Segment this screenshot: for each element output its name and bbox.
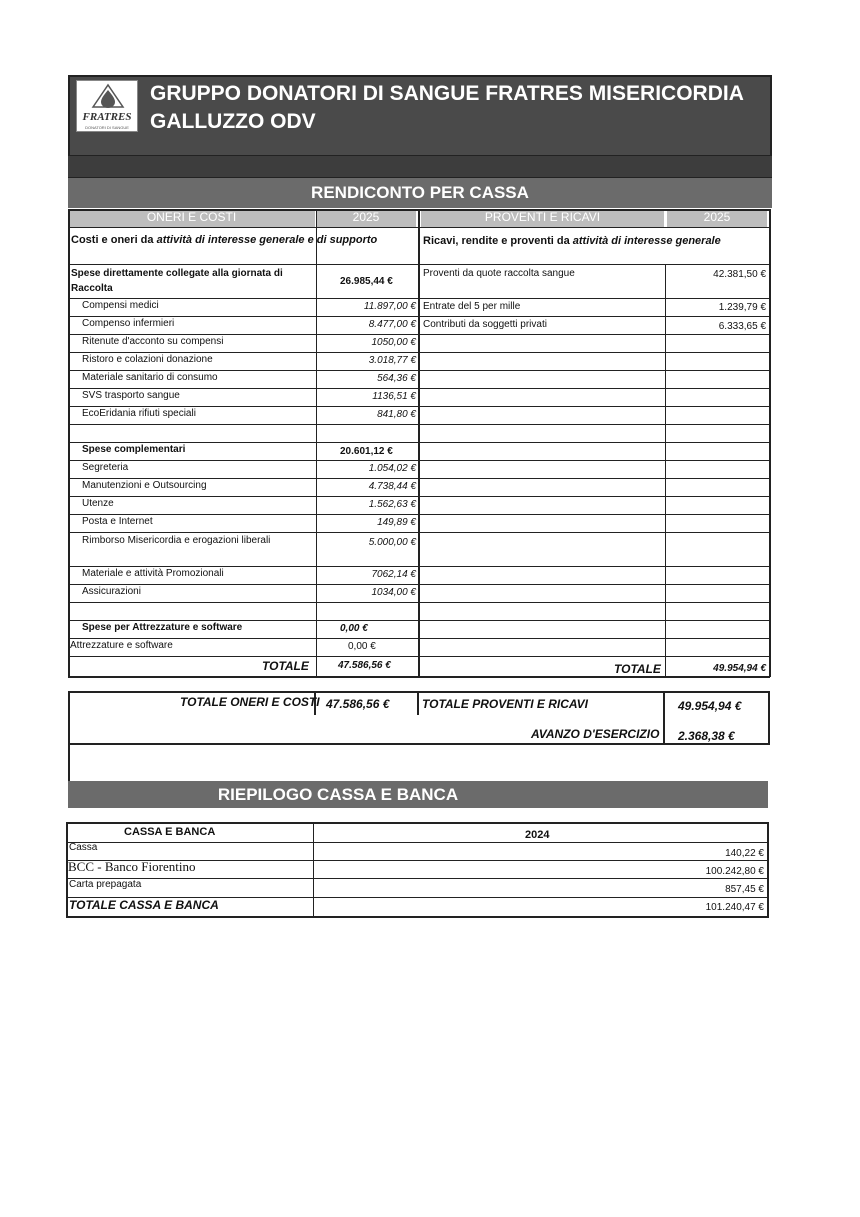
group1-total: 26.985,44 €: [340, 276, 393, 287]
page-title: [150, 80, 760, 136]
oneri-subtitle: Costi e oneri da attività di interesse generale e di supporto: [71, 234, 378, 246]
summary-proventi-value: 49.954,94 €: [678, 699, 742, 713]
rendiconto-title: RENDICONTO PER CASSA: [68, 178, 772, 208]
income-value: 1.239,79 €: [718, 302, 766, 313]
logo-subtext: DONATORI DI SANGUE: [85, 125, 129, 130]
oneri-year: 2025: [316, 209, 416, 227]
expense-label: Compensi medici: [82, 300, 159, 311]
cash-row-value: 140,22 €: [725, 848, 764, 859]
expense-label: Materiale e attività Promozionali: [82, 568, 224, 579]
expense-label: Segreteria: [82, 462, 129, 473]
header-strip: [68, 155, 772, 177]
totale-proventi-label: TOTALE: [614, 662, 661, 676]
expense-label: Attrezzature e software: [70, 640, 173, 651]
expense-label: Manutenzioni e Outsourcing: [82, 480, 207, 491]
expense-value: 3.018,77 €: [368, 355, 416, 366]
avanzo-label: AVANZO D'ESERCIZIO: [531, 727, 660, 741]
expense-label: Assicurazioni: [82, 586, 141, 597]
expense-value: 1034,00 €: [371, 587, 416, 598]
summary-oneri-label: TOTALE ONERI E COSTI: [180, 695, 320, 709]
cash-row-label: Carta prepagata: [69, 879, 142, 890]
expense-value: 5.000,00 €: [368, 537, 416, 548]
expense-label: SVS trasporto sangue: [82, 390, 180, 401]
proventi-subtitle: Ricavi, rendite e proventi da attività di interesse generale: [423, 235, 721, 247]
riepilogo-col2-header: 2024: [525, 829, 550, 841]
group3-total: 0,00 €: [340, 623, 368, 634]
totale-oneri-value: 47.586,56 €: [338, 660, 391, 671]
group2-label: Spese complementari: [82, 444, 186, 455]
expense-label: Rimborso Misericordia e erogazioni liberali: [82, 535, 271, 546]
expense-label: Ritenute d'acconto su compensi: [82, 336, 224, 347]
expense-value: 8.477,00 €: [368, 319, 416, 330]
expense-value: 841,80 €: [377, 409, 416, 420]
riepilogo-title: RIEPILOGO CASSA E BANCA: [68, 781, 768, 808]
expense-label: Ristoro e colazioni donazione: [82, 354, 213, 365]
oneri-header: ONERI E COSTI: [68, 209, 315, 227]
cash-row-label: Cassa: [69, 842, 98, 853]
cash-row-value: 857,45 €: [725, 884, 764, 895]
summary-oneri-value: 47.586,56 €: [326, 697, 390, 711]
income-value: 6.333,65 €: [718, 321, 766, 332]
cash-total-value: 101.240,47 €: [705, 902, 764, 913]
cash-row-label: BCC - Banco Fiorentino: [68, 859, 196, 874]
totale-oneri-label: TOTALE: [262, 659, 309, 673]
expense-label: Utenze: [82, 498, 114, 509]
income-label: Entrate del 5 per mille: [423, 301, 521, 312]
expense-value: 0,00 €: [348, 641, 376, 652]
expense-value: 4.738,44 €: [368, 481, 416, 492]
expense-value: 1.562,63 €: [368, 499, 416, 510]
riepilogo-col1-header: CASSA E BANCA: [124, 826, 216, 838]
group1-label: Spese direttamente collegate alla giornata di Raccolta: [71, 268, 283, 294]
fratres-logo: [76, 80, 138, 132]
avanzo-value: 2.368,38 €: [678, 729, 735, 743]
title-line-2: GALLUZZO ODV: [150, 110, 316, 133]
income-label: Proventi da quote raccolta sangue: [423, 268, 575, 279]
group2-total: 20.601,12 €: [340, 446, 393, 457]
summary-proventi-label: TOTALE PROVENTI E RICAVI: [422, 697, 589, 711]
expense-label: Compenso infermieri: [82, 318, 175, 329]
expense-value: 564,36 €: [377, 373, 416, 384]
income-label: Contributi da soggetti privati: [423, 319, 547, 330]
group3-label: Spese per Attrezzature e software: [82, 622, 243, 633]
proventi-header: PROVENTI E RICAVI: [421, 209, 664, 227]
logo-text: FRATRES: [82, 111, 132, 123]
income-value: 42.381,50 €: [713, 269, 766, 280]
expense-label: EcoEridania rifiuti speciali: [82, 408, 196, 419]
totale-proventi-value: 49.954,94 €: [713, 663, 766, 674]
cash-row-value: 100.242,80 €: [705, 866, 764, 877]
expense-value: 1050,00 €: [371, 337, 416, 348]
drop-icon: [77, 81, 139, 111]
title-line-1: GRUPPO DONATORI DI SANGUE FRATRES MISERICORDIA: [150, 82, 744, 105]
expense-value: 149,89 €: [377, 517, 416, 528]
expense-value: 11.897,00 €: [363, 301, 416, 312]
expense-value: 1.054,02 €: [368, 463, 416, 474]
proventi-year: 2025: [667, 209, 767, 227]
expense-label: Materiale sanitario di consumo: [82, 372, 218, 383]
cash-total-label: TOTALE CASSA E BANCA: [69, 898, 219, 912]
expense-value: 1136,51 €: [372, 391, 416, 402]
expense-label: Posta e Internet: [82, 516, 153, 527]
expense-value: 7062,14 €: [371, 569, 416, 580]
